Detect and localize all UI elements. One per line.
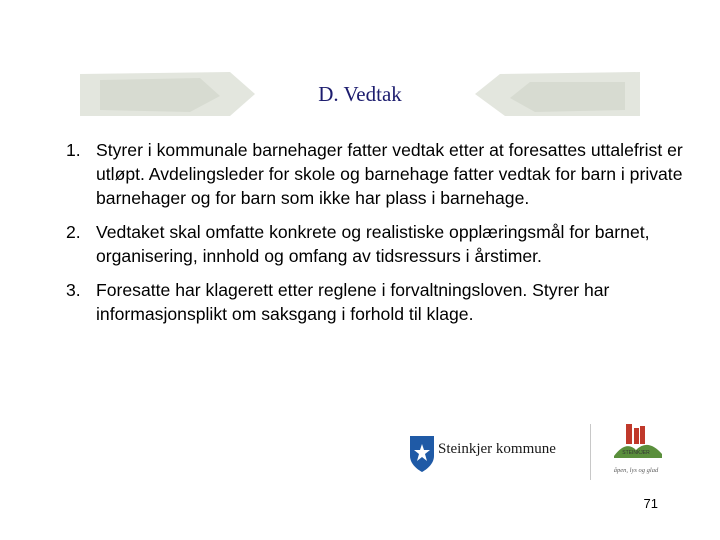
title-band bbox=[80, 72, 640, 116]
coat-of-arms-icon bbox=[408, 434, 436, 474]
list-item-number: 1. bbox=[66, 140, 81, 160]
list-item-text: Vedtaket skal omfatte konkrete og realistiske opplæringsmål for barnet, organisering, innhold og omfang av tidsressurs i årstimer. bbox=[96, 222, 650, 266]
slide-title: D. Vedtak bbox=[318, 82, 402, 106]
logo-divider bbox=[590, 424, 591, 480]
crest-caption: åpen, lys og glad bbox=[613, 467, 659, 474]
logo-text: Steinkjer kommune bbox=[438, 441, 556, 457]
list-item bbox=[66, 220, 686, 268]
decision-list bbox=[66, 138, 686, 336]
list-item-text: Styrer i kommunale barnehager fatter vedtak etter at foresattes uttalefrist er utløpt. Avdelingsleder for skole og barnehage fatter vedtak for barn i private barnehager og for barn som ikke har plass i barnehage. bbox=[96, 140, 683, 208]
steinkjer-kommune-logo bbox=[408, 428, 578, 480]
list-item-number: 2. bbox=[66, 222, 81, 242]
list-item bbox=[66, 278, 686, 326]
list-item-text: Foresatte har klagerett etter reglene i forvaltningsloven. Styrer har informasjonsplikt om saksgang i forhold til klage. bbox=[96, 280, 610, 324]
crest-text: STEINKJER bbox=[622, 450, 650, 456]
list-item bbox=[66, 138, 686, 210]
list-item-number: 3. bbox=[66, 280, 81, 300]
page-number: 71 bbox=[643, 496, 658, 511]
